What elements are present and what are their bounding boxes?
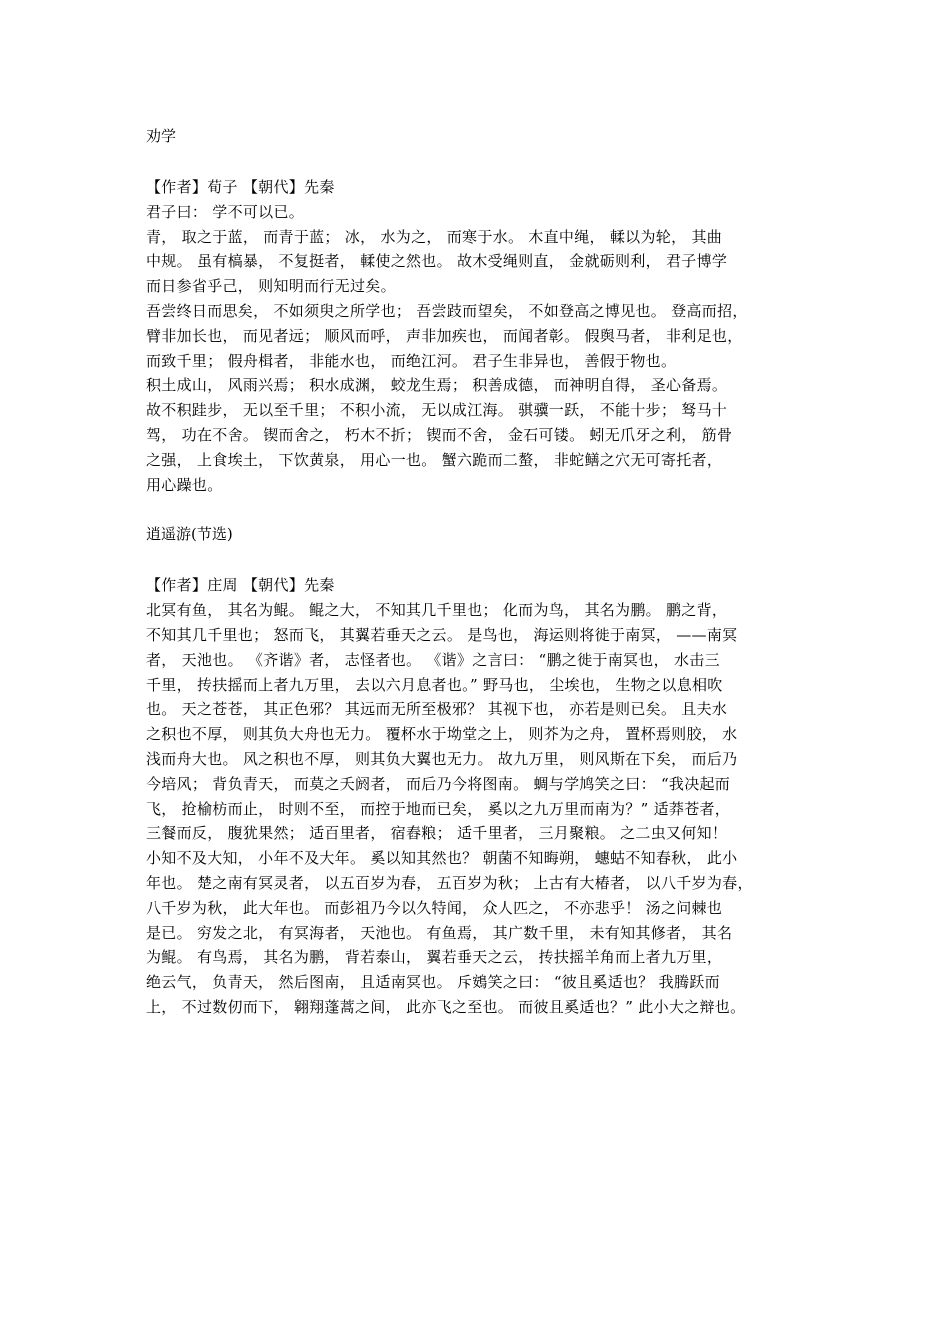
text-line: 而致千里； 假舟楫者， 非能水也， 而绝江河。 君子生非异也， 善假于物也。 (146, 351, 677, 370)
text-line: 年也。 楚之南有冥灵者， 以五百岁为春， 五百岁为秋； 上古有大椿者， 以八千岁为春， (146, 873, 753, 892)
author-meta: 【作者】庄周 【朝代】先秦 (146, 576, 335, 595)
text-line: 积土成山， 风雨兴焉； 积水成渊， 蛟龙生焉； 积善成德， 而神明自得， 圣心备焉。 (146, 376, 728, 395)
text-line: 者， 天池也。 《齐谐》者， 志怪者也。 《谐》之言曰： “鹏之徙于南冥也， 水击三 (146, 650, 720, 669)
text-line: 八千岁为秋， 此大年也。 而彭祖乃今以久特闻， 众人匹之， 不亦悲乎！ 汤之问棘也 (146, 898, 723, 917)
text-line: 故不积跬步， 无以至千里； 不积小流， 无以成江海。 骐骥一跃， 不能十步； 驽马十 (146, 401, 728, 420)
text-line: 驾， 功在不舍。 锲而舍之， 朽木不折； 锲而不舍， 金石可镂。 蚓无爪牙之利， 筋骨 (146, 425, 733, 444)
document-page (146, 124, 824, 1020)
text-line: 臂非加长也， 而见者远； 顺风而呼， 声非加疾也， 而闻者彰。 假舆马者， 非利足也， (146, 326, 743, 345)
text-line: 中规。 虽有槁暴， 不复挺者， 輮使之然也。 故木受绳则直， 金就砺则利， 君子博学 (146, 252, 728, 271)
text-line: 之强， 上食埃土， 下饮黄泉， 用心一也。 蟹六跪而二螯， 非蛇鳝之穴无可寄托者， (146, 450, 723, 469)
section-title: 逍遥游(节选) (146, 525, 233, 544)
text-line: 浅而舟大也。 风之积也不厚， 则其负大翼也无力。 故九万里， 则风斯在下矣， 而后乃 (146, 749, 738, 768)
section-xiaoyaoyou (146, 522, 824, 1019)
text-line: 为鲲。 有鸟焉， 其名为鹏， 背若泰山， 翼若垂天之云， 抟扶摇羊角而上者九万里， (146, 948, 723, 967)
text-line: 绝云气， 负青天， 然后图南， 且适南冥也。 斥鴳笑之曰： “彼且奚适也？ 我腾跃而 (146, 973, 720, 992)
section-title: 劝学 (146, 127, 177, 145)
text-line: 飞， 抢榆枋而止， 时则不至， 而控于地而已矣， 奚以之九万里而南为？” 适莽苍者， (146, 799, 731, 818)
text-line: 是已。 穷发之北， 有冥海者， 天池也。 有鱼焉， 其广数千里， 未有知其修者， 其名 (146, 923, 733, 942)
text-line: 不知其几千里也； 怒而飞， 其翼若垂天之云。 是鸟也， 海运则将徙于南冥， ——南冥 (146, 625, 738, 644)
text-line: 而日参省乎己， 则知明而行无过矣。 (146, 277, 396, 296)
text-line: 吾尝终日而思矣， 不如须臾之所学也； 吾尝跂而望矣， 不如登高之博见也。 登高而招， (146, 301, 748, 320)
text-line: 也。 天之苍苍， 其正色邪？ 其远而无所至极邪？ 其视下也， 亦若是则已矣。 且夫水 (146, 700, 728, 719)
text-line: 千里， 抟扶摇而上者九万里， 去以六月息者也。” 野马也， 尘埃也， 生物之以息相吹 (146, 675, 723, 694)
author-meta: 【作者】荀子 【朝代】先秦 (146, 178, 335, 196)
text-line: 用心躁也。 (146, 475, 223, 494)
section-quanxue (146, 124, 824, 497)
text-line: 今培风； 背负青天， 而莫之夭阏者， 而后乃今将图南。 蜩与学鸠笑之曰： “我决起而 (146, 774, 731, 793)
text-line: 之积也不厚， 则其负大舟也无力。 覆杯水于坳堂之上， 则芥为之舟， 置杯焉则胶， 水 (146, 725, 738, 744)
text-line: 北冥有鱼， 其名为鲲。 鲲之大， 不知其几千里也； 化而为鸟， 其名为鹏。 鹏之背， (146, 601, 728, 620)
text-line: 三餐而反， 腹犹果然； 适百里者， 宿舂粮； 适千里者， 三月聚粮。 之二虫又何知！ (146, 824, 728, 843)
text-line: 小知不及大知， 小年不及大年。 奚以知其然也？ 朝菌不知晦朔， 蟪蛄不知春秋， 此小 (146, 849, 738, 868)
text-line: 君子曰： 学不可以已。 (146, 202, 305, 221)
text-line: 青， 取之于蓝， 而青于蓝； 冰， 水为之， 而寒于水。 木直中绳， 輮以为轮， 其曲 (146, 227, 723, 246)
text-line: 上， 不过数仞而下， 翱翔蓬蒿之间， 此亦飞之至也。 而彼且奚适也？” 此小大之辩也。 (146, 997, 746, 1016)
